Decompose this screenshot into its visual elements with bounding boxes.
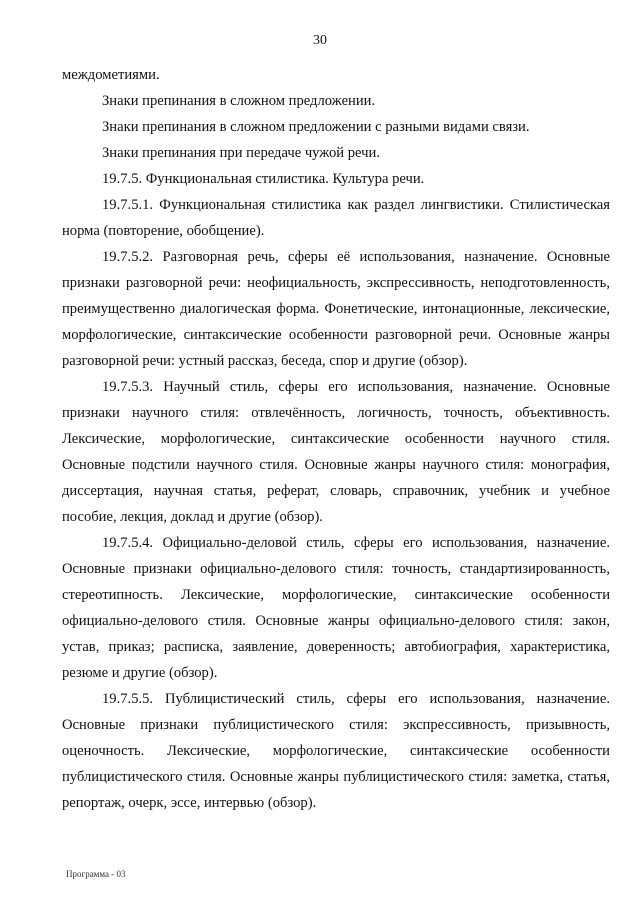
footer-program-label: Программа - 03 — [66, 869, 126, 879]
paragraph-punctuation-complex: Знаки препинания в сложном предложении. — [102, 93, 376, 109]
paragraph-19-7-5-1: 19.7.5.1. Функциональная стилистика как раздел лингвистики. Стилистическая норма (повторение, обобщение). — [62, 197, 610, 239]
paragraph-19-7-5-3: 19.7.5.3. Научный стиль, сферы его использования, назначение. Основные признаки научного стиля: отвлечённость, логичность, точность, объективность. Лексические, морфологические, синтаксические особенности научного стиля. Основные подстили научного стиля. Основные жанры научного стиля: монография, диссертация, научная статья, реферат, словарь, справочник, учебник и учебное пособие, лекция, доклад и другие (обзор). — [62, 379, 610, 525]
page-number: 30 — [313, 33, 327, 48]
section-heading-19-7-5: 19.7.5. Функциональная стилистика. Культура речи. — [102, 171, 425, 187]
paragraph-19-7-5-2: 19.7.5.2. Разговорная речь, сферы её использования, назначение. Основные признаки разговорной речи: неофициальность, экспрессивность, неподготовленность, преимущественно диалогическая форма. Фонетические, интонационные, лексические, морфологические, синтаксические особенности разговорной речи. Основные жанры разговорной речи: устный рассказ, беседа, спор и другие (обзор). — [62, 249, 610, 369]
paragraph-punctuation-mixed: Знаки препинания в сложном предложении с разными видами связи. — [102, 119, 530, 135]
paragraph-punctuation-speech: Знаки препинания при передаче чужой речи. — [102, 145, 380, 161]
paragraph-19-7-5-4: 19.7.5.4. Официально-деловой стиль, сферы его использования, назначение. Основные признаки официально-делового стиля: точность, стандартизированность, стереотипность. Лексические, морфологические, синтаксические особенности официально-делового стиля. Основные жанры официально-делового стиля: закон, устав, приказ; расписка, заявление, доверенность; автобиография, характеристика, резюме и другие (обзор). — [62, 535, 610, 681]
document-body — [62, 62, 610, 816]
paragraph-19-7-5-5: 19.7.5.5. Публицистический стиль, сферы его использования, назначение. Основные признаки публицистического стиля: экспрессивность, призывность, оценочность. Лексические, морфологические, синтаксические особенности публицистического стиля. Основные жанры публицистического стиля: заметка, статья, репортаж, очерк, эссе, интервью (обзор). — [62, 691, 610, 811]
paragraph-continuation: междометиями. — [62, 67, 160, 83]
